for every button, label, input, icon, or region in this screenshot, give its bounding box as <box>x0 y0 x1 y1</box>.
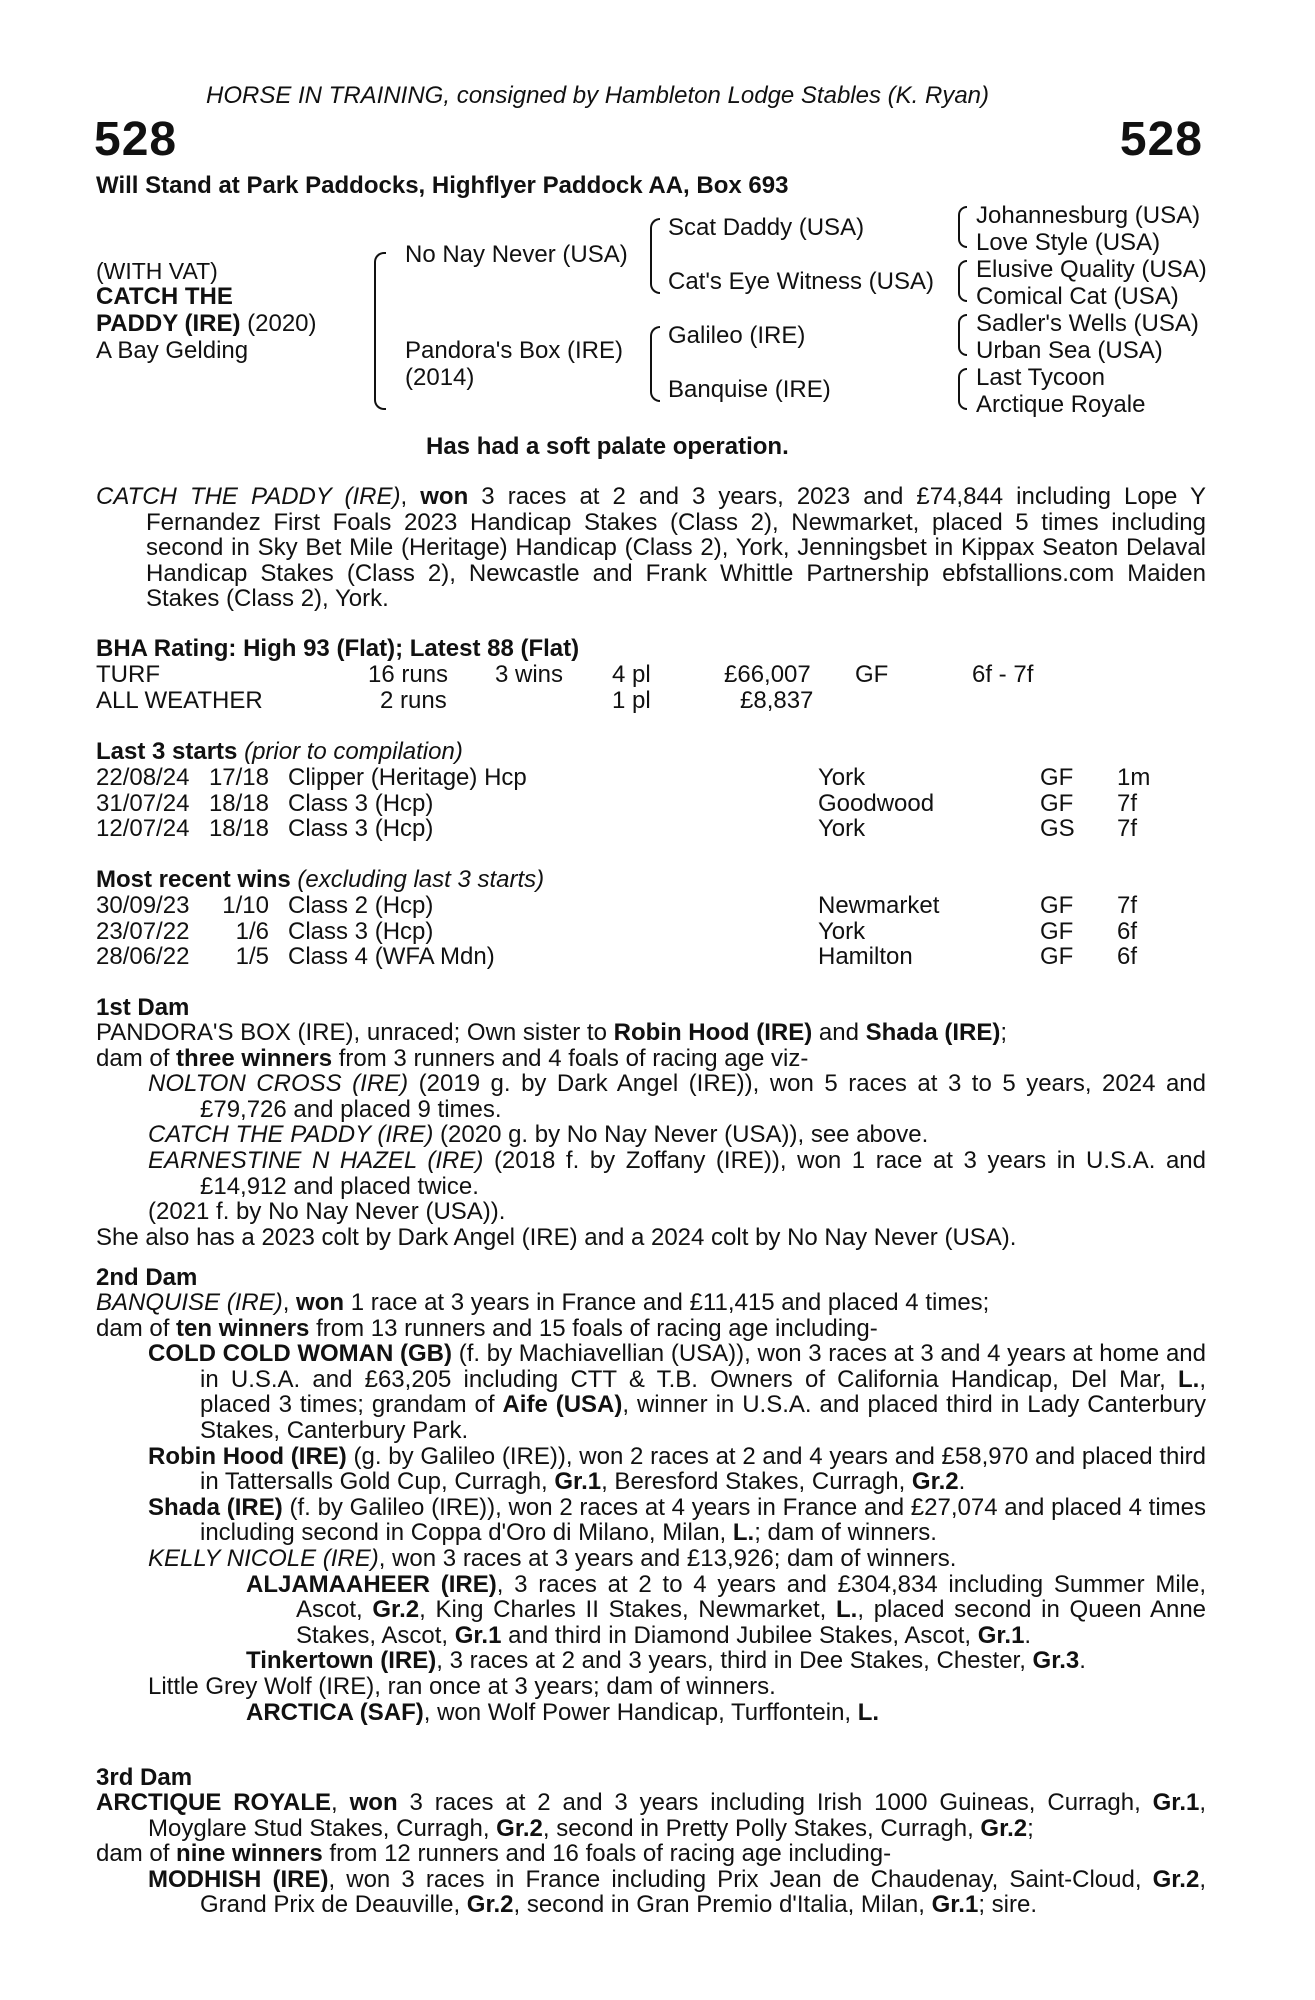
last3-going: GF <box>1040 789 1074 817</box>
dam3-heading: 3rd Dam <box>96 1764 193 1791</box>
soft-palate-note: Has had a soft palate operation. <box>426 433 789 460</box>
pedigree-sire: No Nay Never (USA) <box>405 241 628 268</box>
dam2-kelly-nicole: KELLY NICOLE (IRE), won 3 races at 3 years and £13,926; dam of winners. <box>148 1544 957 1572</box>
dam1-progeny-nolton: NOLTON CROSS (IRE) (2019 g. by Dark Angel (IRE)), won 5 races at 3 to 5 years, 2024 and £79,726 and placed 9 times. <box>148 1070 1206 1123</box>
pedigree-sds: Elusive Quality (USA) <box>976 256 1207 283</box>
turf-label: TURF <box>96 661 160 688</box>
pedigree-brace-dd <box>958 368 967 410</box>
dam2-line2: dam of ten winners from 13 runners and 15 foals of racing age including- <box>96 1314 878 1342</box>
dam2-text <box>96 1290 1206 1725</box>
win-dist: 6f <box>1117 917 1138 945</box>
win-date: 30/09/23 <box>96 892 190 919</box>
last3-pos: 17/18 <box>208 764 269 791</box>
wins-heading: Most recent wins (excluding last 3 starts) <box>96 866 545 893</box>
pedigree-dam-dam: Banquise (IRE) <box>668 376 831 403</box>
dam2-tinkertown: Tinkertown (IRE), 3 races at 2 and 3 years, third in Dee Stakes, Chester, Gr.3. <box>246 1647 1086 1675</box>
last3-course: Goodwood <box>818 789 935 817</box>
pedigree-sdd: Comical Cat (USA) <box>976 283 1179 310</box>
last3-race: Class 3 (Hcp) <box>288 815 434 843</box>
lot-number-right: 528 <box>1119 113 1203 166</box>
last3-dist: 7f <box>1117 815 1138 843</box>
horse-name-line1: CATCH THE <box>96 283 233 310</box>
stand-location: Will Stand at Park Paddocks, Highflyer Paddock AA, Box 693 <box>96 172 789 199</box>
dam2-line1: BANQUISE (IRE), won 1 race at 3 years in France and £11,415 and placed 4 times; <box>96 1289 990 1316</box>
horse-name-line2: PADDY (IRE) (2020) <box>96 310 317 337</box>
win-date: 28/06/22 <box>96 943 190 971</box>
dam1-line1: PANDORA'S BOX (IRE), unraced; Own sister to Robin Hood (IRE) and Shada (IRE); <box>96 1019 1007 1046</box>
pedigree-ssd: Love Style (USA) <box>976 229 1161 256</box>
lot-number-left: 528 <box>94 113 178 166</box>
turf-placed: 4 pl <box>612 661 651 688</box>
dam1-progeny-catch: CATCH THE PADDY (IRE) (2020 g. by No Nay Never (USA)), see above. <box>148 1121 929 1149</box>
last3-going: GS <box>1040 815 1075 843</box>
pedigree-sss: Johannesburg (USA) <box>976 202 1201 229</box>
turf-distance: 6f - 7f <box>972 661 1034 688</box>
dam2-shada: Shada (IRE) (f. by Galileo (IRE)), won 2 races at 4 years in France and £27,074 and placed 4 times including second in Coppa d'Oro di Milano, Milan, L.; dam of winners. <box>148 1493 1206 1547</box>
last3-heading: Last 3 starts (prior to compilation) <box>96 738 463 765</box>
win-race: Class 4 (WFA Mdn) <box>288 943 495 971</box>
last3-course: York <box>818 764 866 791</box>
turf-runs: 16 runs <box>368 661 449 688</box>
horse-description: A Bay Gelding <box>96 337 249 364</box>
dam3-text <box>96 1790 1206 1918</box>
turf-going: GF <box>855 661 889 688</box>
last3-pos: 18/18 <box>208 789 269 817</box>
win-pos: 1/6 <box>235 917 269 945</box>
aw-label: ALL WEATHER <box>96 687 263 714</box>
dam3-line2: dam of nine winners from 12 runners and 16 foals of racing age including- <box>96 1840 892 1868</box>
pedigree-brace-main <box>374 252 386 410</box>
dam2-little-grey-wolf: Little Grey Wolf (IRE), ran once at 3 years; dam of winners. <box>148 1672 776 1700</box>
pedigree-sire-sire: Scat Daddy (USA) <box>668 214 865 241</box>
pedigree-brace-sire <box>650 218 660 294</box>
consignor-title: HORSE IN TRAINING, consigned by Hambleton Lodge Stables (K. Ryan) <box>206 82 989 109</box>
last3-date: 22/08/24 <box>96 764 190 791</box>
win-going: GF <box>1040 943 1074 971</box>
win-pos: 1/10 <box>222 892 269 919</box>
turf-money: £66,007 <box>724 661 811 688</box>
dam2-aljamaaheer: ALJAMAAHEER (IRE), 3 races at 2 to 4 years and £304,834 including Summer Mile, Ascot, Gr.2, King Charles II Stakes, Newmarket, L., placed second in Queen Anne Stakes, Ascot, Gr.1 and third in Diamond Jubilee Stakes, Ascot, Gr.1. <box>246 1570 1207 1649</box>
pedigree-dam-sire: Galileo (IRE) <box>668 322 806 349</box>
last3-race: Class 3 (Hcp) <box>288 789 434 817</box>
win-course: Newmarket <box>818 892 940 919</box>
dam2-heading: 2nd Dam <box>96 1264 198 1291</box>
pedigree-dam-year: (2014) <box>405 364 475 391</box>
pedigree-brace-dam <box>650 326 660 402</box>
pedigree-dss: Sadler's Wells (USA) <box>976 310 1199 337</box>
dam1-heading: 1st Dam <box>96 994 190 1021</box>
dam1-line2: dam of three winners from 3 runners and 4 foals of racing age viz- <box>96 1044 809 1072</box>
last3-course: York <box>818 815 866 843</box>
dam2-arctica: ARCTICA (SAF), won Wolf Power Handicap, Turffontein, L. <box>246 1698 880 1726</box>
win-race: Class 3 (Hcp) <box>288 917 434 945</box>
pedigree-dds: Last Tycoon <box>976 364 1105 391</box>
last3-date: 12/07/24 <box>96 815 190 843</box>
win-going: GF <box>1040 917 1074 945</box>
pedigree-brace-sd <box>958 260 967 302</box>
dam2-cold-cold-woman: COLD COLD WOMAN (GB) (f. by Machiavellian (USA)), won 3 races at 3 and 4 years at home and in U.S.A. and £63,205 including CTT & T.B. Owners of California Handicap, Del Mar, L., placed 3 times; grandam of Aife (USA), winner in U.S.A. and placed third in Lady Canterbury Stakes, Canterbury Park. <box>148 1340 1206 1444</box>
race-summary: CATCH THE PADDY (IRE), won 3 races at 2 and 3 years, 2023 and £74,844 including Lope Y Fernandez First Foals 2023 Handicap Stakes (Class 2), Newmarket, placed 5 times including second in Sky Bet Mile (Heritage) Handicap (Class 2), York, Jenningsbet in Kippax Seaton Delaval Handicap Stakes (Class 2), Newcastle and Frank Whittle Partnership ebfstallions.com Maiden Stakes (Class 2), York. <box>96 483 1206 613</box>
last3-dist: 7f <box>1117 789 1138 817</box>
pedigree-dsd: Urban Sea (USA) <box>976 337 1163 364</box>
last3-going: GF <box>1040 764 1074 791</box>
win-dist: 7f <box>1117 892 1138 919</box>
win-dist: 6f <box>1117 943 1138 971</box>
last3-pos: 18/18 <box>208 815 269 843</box>
last3-date: 31/07/24 <box>96 789 190 817</box>
aw-money: £8,837 <box>740 687 814 714</box>
win-pos: 1/5 <box>235 943 269 971</box>
aw-placed: 1 pl <box>612 687 651 714</box>
dam1-also: She also has a 2023 colt by Dark Angel (IRE) and a 2024 colt by No Nay Never (USA). <box>96 1223 1017 1251</box>
dam1-progeny-earnestine: EARNESTINE N HAZEL (IRE) (2018 f. by Zoffany (IRE)), won 1 race at 3 years in U.S.A. and £14,912 and placed twice. <box>148 1146 1206 1200</box>
pedigree-dam: Pandora's Box (IRE) <box>405 337 624 364</box>
dam1-text <box>96 1020 1206 1250</box>
dam2-robin-hood: Robin Hood (IRE) (g. by Galileo (IRE)), won 2 races at 2 and 4 years and £58,970 and placed third in Tattersalls Gold Cup, Curragh, Gr.1, Beresford Stakes, Curragh, Gr.2. <box>148 1442 1207 1496</box>
turf-wins: 3 wins <box>495 661 564 688</box>
last3-dist: 1m <box>1117 764 1151 791</box>
vat-label: (WITH VAT) <box>96 258 218 284</box>
win-course: Hamilton <box>818 943 913 971</box>
last3-race: Clipper (Heritage) Hcp <box>288 764 527 791</box>
pedigree-ddd: Arctique Royale <box>976 391 1146 418</box>
pedigree-brace-ss <box>958 206 967 248</box>
pedigree-brace-ds <box>958 314 967 356</box>
win-race: Class 2 (Hcp) <box>288 892 434 919</box>
dam3-modhish: MODHISH (IRE), won 3 races in France including Prix Jean de Chaudenay, Saint-Cloud, Gr.2, Grand Prix de Deauville, Gr.2, second in Gran Premio d'Italia, Milan, Gr.1; sire. <box>148 1865 1206 1919</box>
win-going: GF <box>1040 892 1074 919</box>
win-course: York <box>818 917 866 945</box>
dam3-line1: ARCTIQUE ROYALE, won 3 races at 2 and 3 years including Irish 1000 Guineas, Curragh, Gr.1, Moyglare Stud Stakes, Curragh, Gr.2, second in Pretty Polly Stakes, Curragh, Gr.2; <box>96 1789 1207 1842</box>
bha-heading: BHA Rating: High 93 (Flat); Latest 88 (Flat) <box>96 635 580 662</box>
pedigree-sire-dam: Cat's Eye Witness (USA) <box>668 268 934 295</box>
win-date: 23/07/22 <box>96 917 190 945</box>
aw-runs: 2 runs <box>380 687 447 714</box>
dam1-progeny-2021: (2021 f. by No Nay Never (USA)). <box>148 1198 506 1226</box>
